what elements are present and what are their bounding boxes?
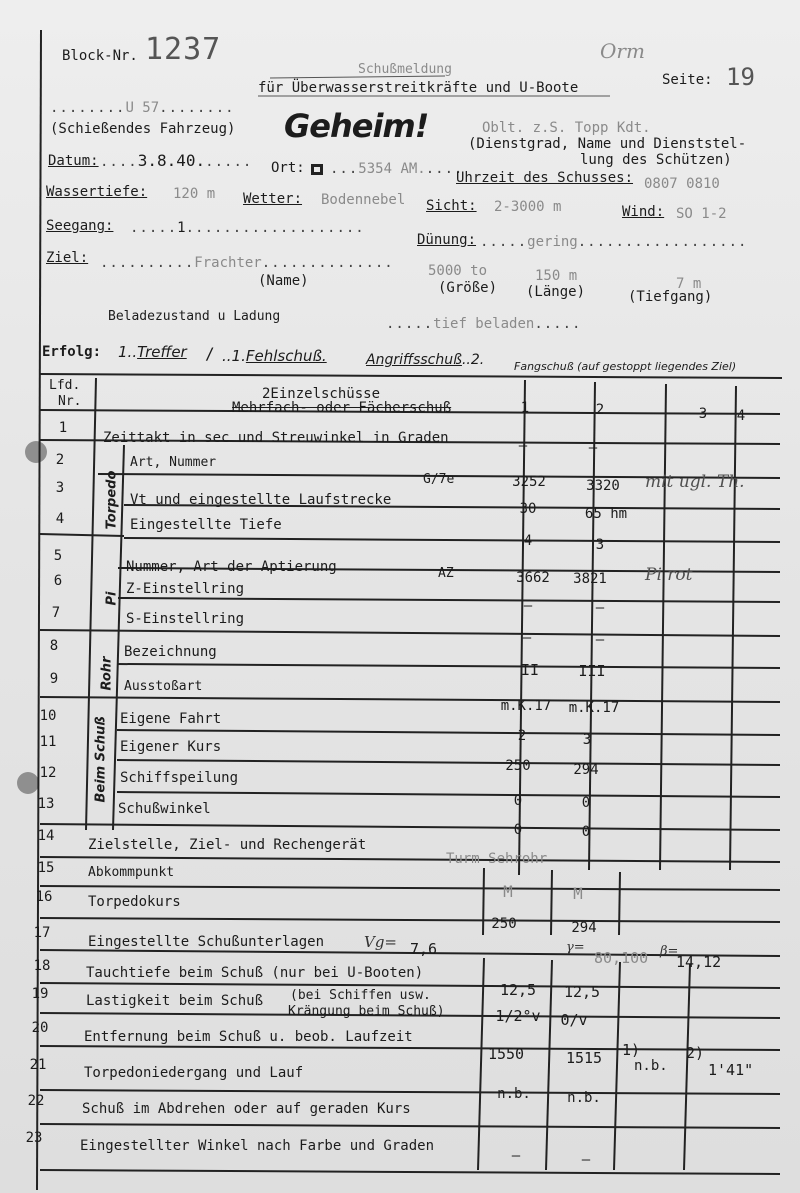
row-12-nr: 12 [39, 765, 57, 781]
sicht-label: Sicht: [426, 198, 477, 214]
row-13-label: Schußwinkel [118, 801, 211, 817]
r1-c2: — [588, 440, 598, 456]
datum-value: 3.8.40. [137, 151, 206, 170]
r14-value: Turm Sehrohr [446, 851, 548, 867]
row-14-nr: 14 [37, 828, 55, 844]
fangschuss-label: Fangschuß (auf gestoppt liegendes Ziel) [514, 360, 737, 373]
fehlschuss-label: Fehlschuß. [245, 347, 327, 365]
r2-c1: 3252 [512, 474, 546, 490]
col-4-header: 4 [736, 408, 746, 424]
beladezustand-label: Beladezustand u Ladung [108, 309, 281, 324]
row-11-nr: 11 [39, 734, 57, 750]
r17-vg-label: Vg= [364, 933, 398, 951]
r17-vg: 7,6 [410, 940, 438, 958]
row-7-nr: 7 [51, 605, 61, 621]
r23-c1: — [511, 1148, 521, 1164]
seite-value: 19 [726, 63, 755, 91]
r19-c1: 1/2°v [495, 1007, 541, 1025]
r10-c1: 2 [517, 728, 527, 744]
r7-c2: — [595, 632, 605, 648]
row-17-label: Eingestellte Schußunterlagen [88, 934, 325, 950]
r4-c2: 3 [595, 537, 605, 553]
ort-label: Ort: [271, 160, 305, 176]
lfd-label-2: Nr. [58, 394, 82, 409]
lfd-label-1: Lfd. [49, 378, 81, 393]
r2-prefix: G/7e [423, 472, 455, 487]
r1-c1: — [518, 438, 528, 454]
wind-value: SO 1-2 [676, 206, 727, 222]
row-23-label: Eingestellter Winkel nach Farbe und Graden [80, 1138, 435, 1154]
r8-c1: II [520, 661, 540, 679]
r21-c4: 1'41" [708, 1061, 754, 1079]
form-title: Schußmeldung [358, 62, 452, 77]
row-14-label: Zielstelle, Ziel- und Rechengerät [88, 837, 367, 853]
treffer-label: Treffer [137, 343, 187, 361]
r9-c1: m.K.17 [500, 698, 552, 714]
row-20-nr: 20 [31, 1020, 49, 1036]
wind-label: Wind: [622, 204, 665, 220]
r18-c2: 12,5 [563, 983, 601, 1001]
row-10-label: Eigene Fahrt [120, 711, 222, 727]
row-6-nr: 6 [53, 573, 63, 589]
ziel-groesse: 5000 to [428, 263, 488, 279]
r7-c1: — [522, 630, 532, 646]
col-1-header: 1 [520, 400, 530, 416]
uhrzeit-value: 0807 0810 [644, 176, 720, 192]
r5-c1: 3662 [516, 570, 550, 586]
r17-beta: 14,12 [676, 953, 722, 971]
row-7-label: S-Einstellring [126, 611, 245, 627]
r5-c2: 3821 [573, 571, 607, 587]
vessel-value: U 57 [125, 100, 160, 116]
r5-note: Pi rot [645, 565, 693, 585]
r10-c2: 3 [582, 732, 592, 748]
wassertiefe-label: Wassertiefe: [46, 184, 148, 200]
r13-c2: 0 [581, 824, 591, 840]
r16-c2: 294 [571, 920, 597, 936]
row-17-nr: 17 [33, 925, 51, 941]
shooter-label-1: (Dienstgrad, Name und Dienststel- [468, 136, 747, 152]
group-torpedo: Torpedo [104, 470, 120, 530]
r11-c2: 294 [573, 762, 599, 778]
secret-stamp: Geheim! [284, 107, 429, 145]
r17-gamma: 80,100 [594, 949, 649, 967]
row-3-label: Vt und eingestellte Laufstrecke [130, 492, 392, 508]
r6-c2: — [595, 600, 605, 616]
r12-c1: 0 [513, 793, 523, 809]
row-8-label: Bezeichnung [124, 644, 217, 660]
duenung-label: Dünung: [417, 232, 477, 248]
ziel-laenge: 150 m [535, 268, 578, 284]
r4-c1: 4 [523, 533, 533, 549]
datum-label: Datum: [48, 153, 99, 169]
wassertiefe-value: 120 m [173, 186, 216, 202]
treffer-count: 1 [118, 343, 128, 361]
row-21-nr: 21 [29, 1057, 47, 1073]
r17-gamma-label: γ= [566, 940, 585, 955]
r23-c2: — [581, 1152, 591, 1168]
col-2-header: 2 [595, 402, 605, 418]
row-18-nr: 18 [33, 958, 51, 974]
r22-c2: n.b. [567, 1090, 601, 1106]
row-1-label: Zeittakt in sec und Streuwinkel in Graden [103, 430, 449, 446]
row-19-label: Lastigkeit beim Schuß [86, 993, 264, 1009]
name-label: (Name) [258, 273, 309, 289]
fehlschuss-count: 1 [231, 347, 242, 365]
header-typed-2: Mehrfach- oder Fächerschuß [232, 400, 452, 416]
wetter-value: Bodennebel [321, 192, 406, 208]
seegang-label: Seegang: [46, 218, 114, 234]
r5-prefix: AZ [438, 566, 454, 581]
row-10-nr: 10 [39, 708, 57, 724]
col-3-header: 3 [698, 406, 708, 422]
angriffsschuss-label: Angriffsschuß [366, 352, 462, 368]
row-2-nr: 2 [55, 452, 65, 468]
r20-c1: 1550 [487, 1045, 525, 1063]
laenge-label: (Länge) [526, 284, 586, 300]
r8-c2: III [578, 662, 606, 680]
row-2-label: Art, Nummer [130, 455, 217, 470]
beladezustand-value: tief beladen [433, 316, 535, 332]
block-label: Block-Nr. [62, 48, 138, 64]
row-4-label: Eingestellte Tiefe [130, 517, 282, 533]
r20-n2: 2) [686, 1044, 705, 1062]
r15-c2: M [573, 884, 583, 903]
row-23-nr: 23 [25, 1130, 43, 1146]
form-subtitle: für Überwasserstreitkräfte und U-Boote [258, 80, 579, 96]
duenung-value: gering [527, 234, 578, 250]
erfolg-label: Erfolg: [42, 344, 102, 360]
tiefgang-label: (Tiefgang) [628, 289, 713, 305]
row-21-label: Torpedoniedergang und Lauf [84, 1065, 304, 1081]
r22-c1: n.b. [497, 1086, 531, 1102]
r13-c1: 0 [513, 822, 523, 838]
row-4-nr: 4 [55, 511, 65, 527]
shooter-label-2: lung des Schützen) [580, 152, 732, 168]
corner-mark: Orm [600, 39, 645, 63]
seegang-value: 1 [177, 220, 186, 236]
r2-c2: 3320 [586, 478, 620, 494]
row-19-nr: 19 [31, 986, 49, 1002]
row-5-nr: 5 [53, 548, 63, 564]
row-9-label: Ausstoßart [124, 679, 203, 694]
row-16-nr: 16 [35, 889, 53, 905]
row-20-label: Entfernung beim Schuß u. beob. Laufzeit [84, 1029, 413, 1045]
shooter-value: Oblt. z.S. Topp Kdt. [482, 120, 651, 136]
row-22-nr: 22 [27, 1093, 45, 1109]
row-12-label: Schiffspeilung [120, 770, 239, 786]
row-9-nr: 9 [49, 671, 59, 687]
r15-c1: M [503, 882, 513, 901]
group-rohr: Rohr [99, 656, 115, 691]
wetter-label: Wetter: [243, 191, 303, 207]
group-pi: Pi [104, 591, 120, 606]
row-15-label: Abkommpunkt [88, 865, 175, 880]
row-5-label: Nummer, Art der Aptierung [126, 559, 337, 575]
ziel-name: Frachter [194, 255, 262, 271]
row-19-note-2: Krängung beim Schuß) [288, 1004, 445, 1019]
row-3-nr: 3 [55, 480, 65, 496]
r11-c1: 250 [505, 758, 531, 774]
seite-label: Seite: [662, 72, 713, 88]
r3-c2: 65 hm [584, 506, 628, 522]
r12-c2: 0 [581, 795, 591, 811]
r9-c2: m.K.17 [568, 700, 620, 716]
r21-c3: n.b. [634, 1058, 668, 1074]
r2-note: mit ugl. Th. [645, 472, 745, 492]
row-18-label: Tauchtiefe beim Schuß (nur bei U-Booten) [86, 965, 424, 981]
r17-beta-label: β= [660, 944, 679, 959]
row-13-nr: 13 [37, 796, 55, 812]
angriffsschuss-value: 2 [470, 352, 480, 368]
r19-c2: 0/v [560, 1011, 588, 1029]
sicht-value: 2-3000 m [494, 199, 562, 215]
r16-c1: 250 [491, 916, 517, 932]
vessel-label: (Schießendes Fahrzeug) [50, 121, 236, 137]
block-number: 1237 [145, 32, 222, 67]
uhrzeit-label: Uhrzeit des Schusses: [456, 170, 634, 186]
report-sheet: Block-Nr. 1237 Schußmeldung Orm Seite: 19 für Überwasserstreitkräfte und U-Boote ........U 57........ (Schießendes Fahrzeug) Geheim! Oblt. z.S. Topp Kdt. (Dienstgrad, Name und Dienststel- lung des Schützen) Datum: ....3.8.40...... Ort: ...5354 AM..... Uhrzeit des Schusses: 0807 0810 Wassertiefe: 120 m Wetter: Bodennebel Sicht: 2-3000 m Wind: SO 1-2 Seegang: .....1................... Dünung: .....gering.................. Ziel: ..........Frachter.............. 5000 to 150 m 7 m (Name) (Größe) (Länge) (Tiefgang) Beladezustand u Ladung .....tief beladen..... Erfolg: 1..Treffer / ..1.Fehlschuß. Angriffsschuß..2. Fangschuß (auf gestoppt liegendes Ziel) Lfd. Nr. 2Einzelschüsse Mehrfach- oder Fächerschuß 1 2 3 4 Torpedo Pi Rohr Beim Schuß 1 Zeittakt in sec und Streuwinkel in Graden — — 2 Art, Nummer G/7e 3252 3320 mit ugl. Th. 3 Vt und eingestellte Laufstrecke 30 65 hm 4 Eingestellte Tiefe 4 3 5 Nummer, Art der Aptierung AZ 3662 3821 Pi rot 6 Z-Einstellring — — 7 S-Einstellring — — 8 Bezeichnung II III 9 Ausstoßart m.K.17 m.K.17 10 Eigene Fahrt 2 3 11 Eigener Kurs 250 294 12 Schiffspeilung 0 0 13 Schußwinkel 0 0 14 Zielstelle, Ziel- und Rechengerät Turm Sehrohr 15 Abkommpunkt M M 16 Torpedokurs 250 294 17 Eingestellte Schußunterlagen Vg= 7,6 γ= 80,100 β= 14,12 18 Tauchtiefe beim Schuß (nur bei U-Booten) 12,5 12,5 19 Lastigkeit beim Schuß (bei Schiffen usw. Krängung beim Schuß) 1/2°v 0/v 20 Entfernung beim Schuß u. beob. Laufzeit 1550 1515 1) 2) 21 Torpedoniedergang und Lauf n.b. 1'41" 22 Schuß im Abdrehen oder auf geraden Kurs n.b. n.b. 23 Eingestellter Winkel nach Farbe und Graden — — [0, 0, 800, 1193]
ziel-label: Ziel: [46, 250, 89, 266]
row-19-note-1: (bei Schiffen usw. [290, 988, 431, 1003]
row-15-nr: 15 [37, 860, 55, 876]
group-beim-schuss: Beim Schuß [93, 716, 109, 803]
row-11-label: Eigener Kurs [120, 739, 222, 755]
row-16-label: Torpedokurs [88, 894, 181, 910]
ziel-tiefgang: 7 m [676, 276, 702, 292]
row-22-label: Schuß im Abdrehen oder auf geraden Kurs [82, 1101, 411, 1117]
header-typed-1: 2Einzelschüsse [262, 386, 381, 402]
row-1-nr: 1 [58, 420, 68, 436]
row-8-nr: 8 [49, 638, 59, 654]
r6-c1: — [523, 598, 533, 614]
r3-c1: 30 [519, 501, 537, 517]
r20-n1: 1) [622, 1041, 641, 1059]
row-6-label: Z-Einstellring [126, 581, 245, 597]
r18-c1: 12,5 [499, 981, 537, 999]
r20-c2: 1515 [565, 1049, 603, 1067]
groesse-label: (Größe) [438, 280, 498, 296]
ort-value: 5354 AM. [358, 161, 426, 177]
